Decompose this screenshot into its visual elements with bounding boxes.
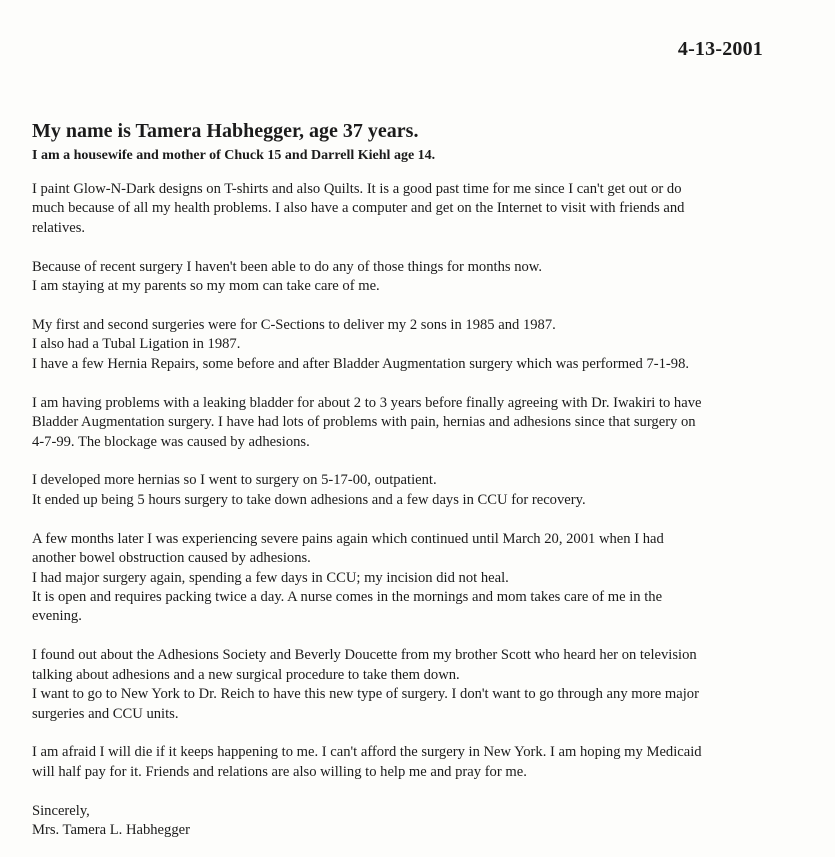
text-line: It is open and requires packing twice a day. A nurse comes in the mornings and mom takes care of me in the [32,589,663,605]
text-line: evening. [32,608,82,625]
text-line: much because of all my health problems. I also have a computer and get on the Internet to visit with friends and [32,200,685,217]
text-line: Bladder Augmentation surgery. I have had lots of problems with pain, hernias and adhesions since that surgery on [32,414,696,431]
paragraph-3 [32,316,812,374]
text-line: 4-7-99. The blockage was caused by adhesions. [32,433,310,450]
letter-heading: My name is Tamera Habhegger, age 37 years. [32,120,419,142]
paragraph-6 [32,530,812,627]
text-line: another bowel obstruction caused by adhesions. [32,550,311,567]
text-line: will half pay for it. Friends and relations are also willing to help me and pray for me. [32,763,527,780]
text-line: I am staying at my parents so my mom can take care of me. [32,278,380,295]
paragraph-7 [32,646,812,724]
paragraph-8 [32,743,812,782]
letter-body [32,180,812,841]
text-line: I am afraid I will die if it keeps happening to me. I can't afford the surgery in New York. I am hoping my Medicaid [32,744,702,761]
text-line: A few months later I was experiencing severe pains again which continued until March 20, 2001 when I had [32,530,664,547]
signoff [32,802,812,841]
text-line: I want to go to New York to Dr. Reich to have this new type of surgery. I don't want to go through any more major [32,686,699,703]
text-line: surgeries and CCU units. [32,705,179,722]
text-line: I have a few Hernia Repairs, some before and after Bladder Augmentation surgery which was performed 7-1-98. [32,355,690,372]
closing: Sincerely, [32,802,90,819]
paragraph-5 [32,471,812,510]
signature-name: Mrs. Tamera L. Habhegger [32,822,190,839]
paragraph-1 [32,180,812,238]
text-line: talking about adhesions and a new surgical procedure to take them down. [32,666,460,683]
letter-date: 4-13-2001 [677,38,763,60]
text-line: My first and second surgeries were for C-Sections to deliver my 2 sons in 1985 and 1987. [32,317,556,334]
text-line: I also had a Tubal Ligation in 1987. [32,336,241,353]
paragraph-4 [32,394,812,452]
text-line: Because of recent surgery I haven't been able to do any of those things for months now. [32,258,543,275]
text-line: relatives. [32,219,86,236]
text-line: I found out about the Adhesions Society and Beverly Doucette from my brother Scott who heard her on television [32,647,697,664]
text-line: I paint Glow-N-Dark designs on T-shirts and also Quilts. It is a good past time for me since I can't get out or do [32,181,682,197]
paragraph-2 [32,258,812,297]
text-line: It ended up being 5 hours surgery to take down adhesions and a few days in CCU for recovery. [32,491,586,508]
letter-subheading: I am a housewife and mother of Chuck 15 and Darrell Kiehl age 14. [32,148,436,163]
text-line: I developed more hernias so I went to surgery on 5-17-00, outpatient. [32,472,437,489]
text-line: I am having problems with a leaking bladder for about 2 to 3 years before finally agreeing with Dr. Iwakiri to have [32,394,702,411]
text-line: I had major surgery again, spending a few days in CCU; my incision did not heal. [32,569,509,586]
